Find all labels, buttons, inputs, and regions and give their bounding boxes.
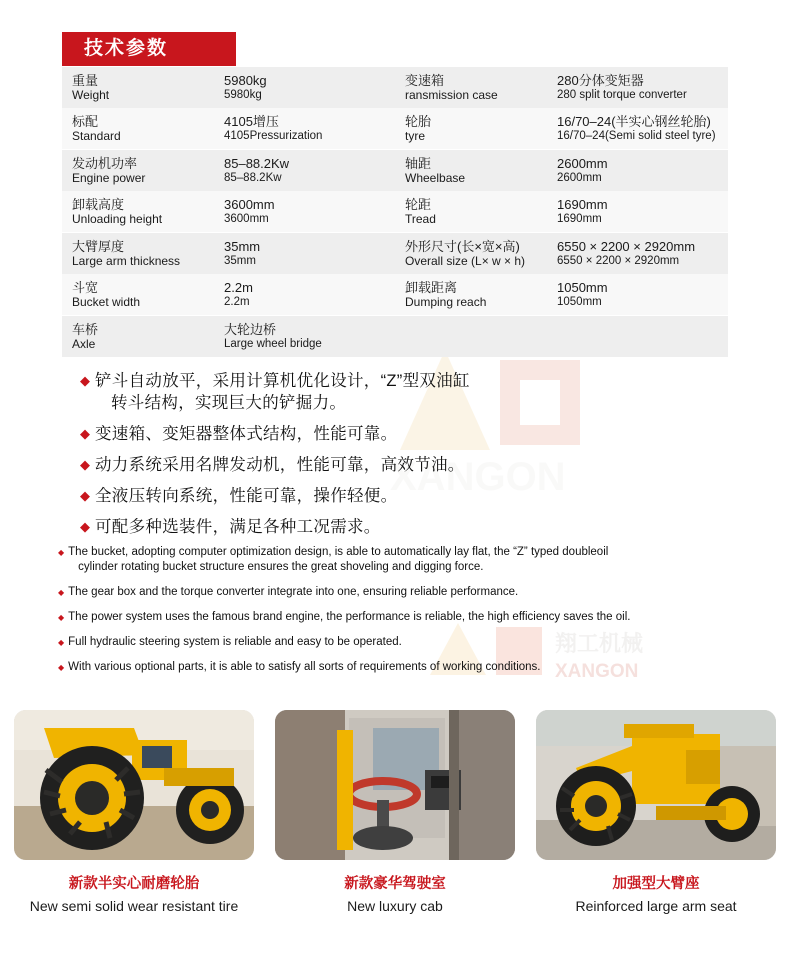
photo-caption-en: New semi solid wear resistant tire <box>29 898 239 914</box>
photo-card-arm-seat <box>536 710 776 914</box>
spec-value <box>547 67 728 109</box>
spec-value <box>547 191 728 233</box>
value-en: Large wheel bridge <box>224 338 322 350</box>
spec-label <box>62 67 214 109</box>
value-cn: 35mm <box>224 239 261 254</box>
cab-photo <box>275 710 515 860</box>
table-row <box>62 67 728 109</box>
photo-gallery <box>14 710 776 914</box>
spec-label <box>62 316 214 358</box>
feature-text <box>95 370 470 414</box>
spec-label <box>395 274 547 316</box>
feature-text <box>68 610 630 625</box>
value-cn: 6550 × 2200 × 2920mm <box>557 239 696 254</box>
spec-title: 技术参数 <box>62 32 236 66</box>
spec-value <box>214 316 395 358</box>
label-cn: 标配 <box>72 114 99 129</box>
value-en: 4105Pressurization <box>224 130 323 142</box>
value-en: 280 split torque converter <box>557 89 687 101</box>
label-en: Dumping reach <box>405 295 487 309</box>
feature-text <box>95 423 397 445</box>
list-item <box>80 423 720 445</box>
label-en: ransmission case <box>405 88 498 102</box>
spec-label <box>62 191 214 233</box>
diamond-bullet-icon: ◆ <box>80 457 90 472</box>
value-en: 85–88.2Kw <box>224 172 282 184</box>
spec-label <box>395 233 547 275</box>
list-item <box>58 635 758 650</box>
spec-value <box>214 191 395 233</box>
label-en: Large arm thickness <box>72 254 181 268</box>
label-cn: 发动机功率 <box>72 156 138 171</box>
list-item <box>58 545 758 575</box>
feature-text <box>95 516 381 538</box>
diamond-bullet-icon: ◆ <box>58 613 65 622</box>
label-cn: 卸载高度 <box>72 197 125 212</box>
diamond-bullet-icon: ◆ <box>80 488 90 503</box>
value-cn: 大轮边桥 <box>224 322 277 337</box>
photo-card-cab <box>275 710 515 914</box>
label-en: tyre <box>405 129 426 143</box>
label-cn: 重量 <box>72 73 99 88</box>
list-item <box>80 454 720 476</box>
label-en: Wheelbase <box>405 171 466 185</box>
table-row <box>62 150 728 192</box>
value-en: 3600mm <box>224 213 269 225</box>
feature-line-1: The bucket, adopting computer optimization design, is able to automatically lay flat, the “Z” typed doubleoil <box>68 546 609 558</box>
feature-line-1: The power system uses the famous brand engine, the performance is reliable, the high efficiency saves the oil. <box>68 611 631 623</box>
value-cn: 1050mm <box>557 280 608 295</box>
label-en: Overall size (L× w × h) <box>405 254 526 268</box>
label-cn: 卸载距离 <box>405 280 458 295</box>
value-cn: 16/70–24(半实心钢丝轮胎) <box>557 114 711 129</box>
spec-label <box>62 274 214 316</box>
spec-value <box>547 274 728 316</box>
value-cn: 1690mm <box>557 197 608 212</box>
spec-value <box>214 150 395 192</box>
spec-value-empty <box>547 316 728 358</box>
feature-text <box>95 454 465 476</box>
value-en: 2.2m <box>224 296 250 308</box>
chinese-feature-list <box>80 370 720 547</box>
spec-label <box>395 108 547 150</box>
feature-text <box>95 485 397 507</box>
diamond-bullet-icon: ◆ <box>80 426 90 441</box>
spec-value <box>547 150 728 192</box>
spec-label <box>395 191 547 233</box>
value-en: 1050mm <box>557 296 602 308</box>
label-cn: 斗宽 <box>72 280 99 295</box>
table-row <box>62 233 728 275</box>
value-cn: 280分体变矩器 <box>557 73 644 88</box>
list-item <box>80 516 720 538</box>
photo-caption-cn: 新款豪华驾驶室 <box>344 876 446 892</box>
label-en: Axle <box>72 337 96 351</box>
feature-text <box>68 635 402 650</box>
photo-card-tire <box>14 710 254 914</box>
feature-line-1: 变速箱、变矩器整体式结构，性能可靠。 <box>95 425 398 443</box>
svg-text:翔工机械: 翔工机械 <box>555 631 644 656</box>
list-item <box>80 485 720 507</box>
spec-label <box>62 233 214 275</box>
diamond-bullet-icon: ◆ <box>58 663 65 672</box>
value-en: 6550 × 2200 × 2920mm <box>557 255 680 267</box>
label-cn: 车桥 <box>72 322 99 337</box>
feature-text <box>68 660 540 675</box>
spec-label-empty <box>395 316 547 358</box>
label-cn: 轮距 <box>405 197 432 212</box>
value-en: 2600mm <box>557 172 602 184</box>
list-item <box>58 610 758 625</box>
value-en: 16/70–24(Semi solid steel tyre) <box>557 130 716 142</box>
photo-caption-en: New luxury cab <box>347 898 443 914</box>
label-en: Tread <box>405 212 436 226</box>
tire-photo <box>14 710 254 860</box>
spec-value <box>214 67 395 109</box>
diamond-bullet-icon: ◆ <box>80 519 90 534</box>
diamond-bullet-icon: ◆ <box>58 638 65 647</box>
diamond-bullet-icon: ◆ <box>80 373 90 388</box>
label-en: Bucket width <box>72 295 141 309</box>
table-row <box>62 274 728 316</box>
spec-value <box>547 233 728 275</box>
spec-table <box>62 66 728 357</box>
spec-table-container <box>62 66 728 357</box>
list-item <box>58 660 758 675</box>
label-cn: 变速箱 <box>405 73 445 88</box>
svg-text:XANGON: XANGON <box>390 455 566 499</box>
spec-value <box>547 108 728 150</box>
spec-value <box>214 108 395 150</box>
spec-value <box>214 233 395 275</box>
photo-caption-cn: 加强型大臂座 <box>612 876 700 892</box>
feature-line-1: 动力系统采用名牌发动机，性能可靠，高效节油。 <box>95 456 465 474</box>
svg-text:XANGON: XANGON <box>555 661 639 682</box>
spec-label <box>62 150 214 192</box>
label-en: Unloading height <box>72 212 163 226</box>
feature-line-2: cylinder rotating bucket structure ensures the great shoveling and digging force. <box>78 561 484 573</box>
value-cn: 2600mm <box>557 156 608 171</box>
spec-label <box>395 67 547 109</box>
photo-caption-cn: 新款半实心耐磨轮胎 <box>68 876 200 892</box>
table-row <box>62 108 728 150</box>
feature-line-1: With various optional parts, it is able to satisfy all sorts of requirements of working conditions. <box>68 661 541 673</box>
feature-line-1: 铲斗自动放平，采用计算机优化设计，“Z”型双油缸 <box>95 372 470 390</box>
diamond-bullet-icon: ◆ <box>58 588 65 597</box>
label-en: Weight <box>72 88 110 102</box>
value-en: 35mm <box>224 255 256 267</box>
label-cn: 轮胎 <box>405 114 432 129</box>
feature-line-1: Full hydraulic steering system is reliable and easy to be operated. <box>68 636 402 648</box>
feature-line-1: The gear box and the torque converter integrate into one, ensuring reliable performance. <box>68 586 519 598</box>
value-cn: 85–88.2Kw <box>224 156 290 171</box>
arm-seat-photo <box>536 710 776 860</box>
spec-label <box>62 108 214 150</box>
label-en: Standard <box>72 129 121 143</box>
table-row <box>62 191 728 233</box>
photo-caption-en: Reinforced large arm seat <box>575 898 737 914</box>
value-cn: 4105增压 <box>224 114 279 129</box>
value-cn: 3600mm <box>224 197 275 212</box>
label-cn: 外形尺寸(长×宽×高) <box>405 239 520 254</box>
feature-line-1: 可配多种选装件，满足各种工况需求。 <box>95 518 381 536</box>
english-feature-list <box>58 545 758 685</box>
feature-text <box>68 545 608 575</box>
diamond-bullet-icon: ◆ <box>58 548 65 557</box>
value-cn: 5980kg <box>224 73 267 88</box>
feature-text <box>68 585 518 600</box>
list-item <box>58 585 758 600</box>
label-cn: 大臂厚度 <box>72 239 125 254</box>
spec-value <box>214 274 395 316</box>
value-en: 1690mm <box>557 213 602 225</box>
value-cn: 2.2m <box>224 280 253 295</box>
label-cn: 轴距 <box>405 156 432 171</box>
feature-line-2: 转斗结构，实现巨大的铲掘力。 <box>111 394 347 412</box>
spec-label <box>395 150 547 192</box>
label-en: Engine power <box>72 171 146 185</box>
feature-line-1: 全液压转向系统，性能可靠，操作轻便。 <box>95 487 398 505</box>
value-en: 5980kg <box>224 89 262 101</box>
table-row <box>62 316 728 358</box>
list-item <box>80 370 720 414</box>
